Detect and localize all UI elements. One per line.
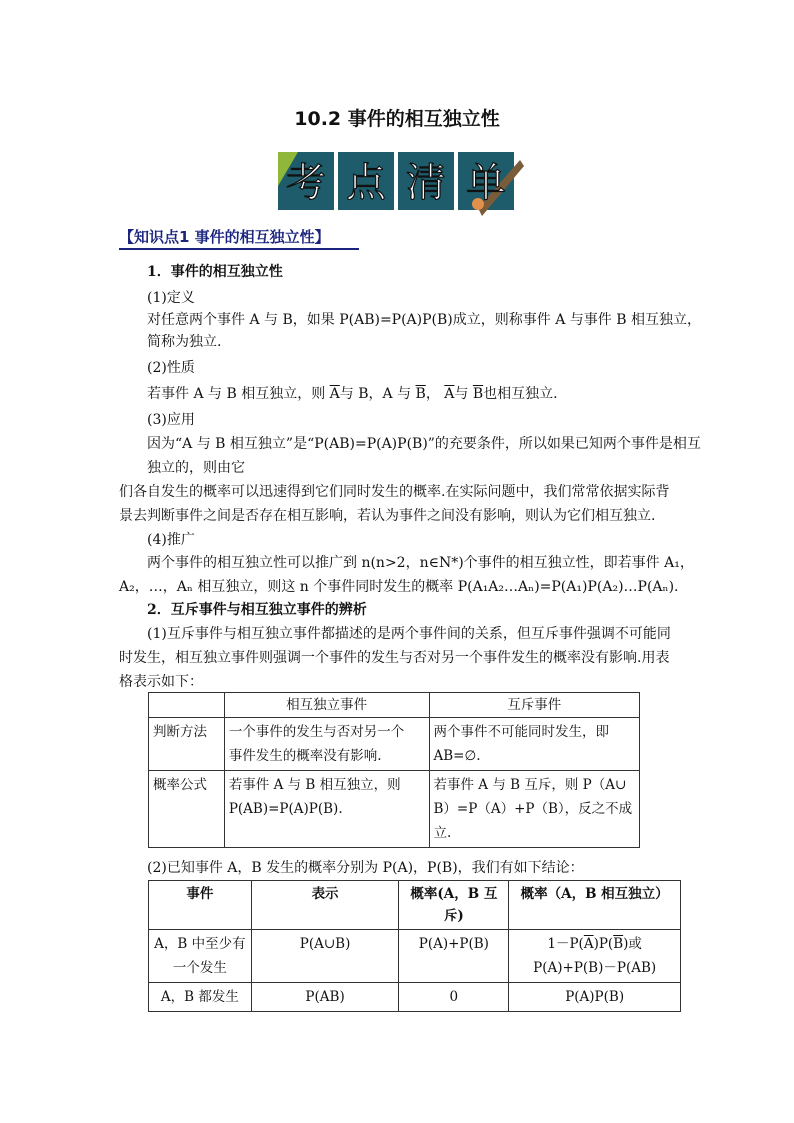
table-cell: P(A)P(B) [509, 983, 681, 1012]
section-banner [272, 146, 524, 216]
table-row [149, 930, 681, 983]
paragraph: 对任意两个事件 A 与 B，如果 P(AB)=P(A)P(B)成立，则称事件 A 与事件 B 相互独立， [147, 312, 701, 328]
table-cell: $1-P(\overline{A})P(\overline{B})$或 P(A)+P(B)－P(AB) [509, 930, 681, 983]
table-cell: 判断方法 [149, 718, 225, 771]
paragraph: 两个事件的相互独立性可以推广到 n(n>2，n∈N*)个事件的相互独立性，即若事件 A₁， [147, 555, 694, 571]
paragraph: 独立的，则由它 [147, 460, 245, 476]
paragraph: 因为“A 与 B 相互独立”是“P(AB)=P(A)P(B)”的充要条件，所以如果已知两个事件是相互 [147, 436, 701, 452]
banner-char: 清 [406, 160, 446, 206]
paragraph: 格表示如下： [119, 674, 203, 690]
page-title: 10.2 事件的相互独立性 [294, 108, 500, 130]
banner-char: 单 [466, 160, 506, 206]
paragraph: A₂，…，Aₙ 相互独立，则这 n 个事件同时发生的概率 P(A₁A₂…Aₙ)=P(A₁)P(A₂)…P(Aₙ). [119, 579, 679, 595]
table-header-row [149, 881, 681, 930]
table-cell: A，B 中至少有 一个发生 [149, 930, 252, 983]
table-cell: 若事件 A 与 B 相互独立，则 P(AB)=P(A)P(B). [224, 771, 429, 848]
paragraph: (1)互斥事件与相互独立事件都描述的是两个事件间的关系，但互斥事件强调不可能同 [147, 626, 671, 642]
paragraph-label: (3)应用 [147, 412, 195, 428]
paragraph: 若事件 A 与 B 相互独立，则 $\overline{A}$与 B，A 与 $\overline{B}$， $\overline{A}$与 $\overline{B}$也相互独立. [147, 386, 558, 402]
paragraph: 们各自发生的概率可以迅速得到它们同时发生的概率.在实际问题中，我们常常依据实际背 [119, 484, 670, 500]
table-header: 表示 [251, 881, 399, 930]
table-row [149, 983, 681, 1012]
banner-char: 点 [346, 160, 386, 206]
paragraph-label: (2)性质 [147, 360, 195, 376]
paragraph: 时发生，相互独立事件则强调一个事件的发生与否对另一个事件发生的概率没有影响.用表 [119, 650, 670, 666]
table-cell: P(A)+P(B) [399, 930, 509, 983]
comparison-table [148, 692, 640, 848]
table-cell: P(AB) [251, 983, 399, 1012]
knowledge-point-heading: 【知识点1 事件的相互独立性】 [119, 228, 330, 246]
table-header: 概率(A，B 互斥) [399, 881, 509, 930]
table-cell: 一个事件的发生与否对另一个 事件发生的概率没有影响. [224, 718, 429, 771]
paragraph-label: (1)定义 [147, 290, 195, 306]
table-cell: 概率公式 [149, 771, 225, 848]
table-cell: 若事件 A 与 B 互斥，则 P（A∪ B）=P（A）+P（B），反之不成 立. [429, 771, 639, 848]
paragraph: 景去判断事件之间是否存在相互影响，若认为事件之间没有影响，则认为它们相互独立. [119, 508, 656, 524]
paragraph: (2)已知事件 A，B 发生的概率分别为 P(A)，P(B)，我们有如下结论： [147, 860, 584, 876]
heading-underline [119, 248, 359, 250]
table-header: 事件 [149, 881, 252, 930]
table-header: 互斥事件 [429, 693, 639, 718]
table-header: 相互独立事件 [224, 693, 429, 718]
section-heading: 2．互斥事件与相互独立事件的辨析 [147, 602, 367, 618]
table-header [149, 693, 225, 718]
table-header: 概率（A，B 相互独立） [509, 881, 681, 930]
banner-char: 考 [286, 160, 326, 206]
table-row [149, 771, 640, 848]
paragraph: 简称为独立. [147, 334, 222, 350]
table-cell: 两个事件不可能同时发生，即 AB=∅. [429, 718, 639, 771]
paragraph-label: (4)推广 [147, 532, 195, 548]
table-row [149, 718, 640, 771]
table-cell: P(A∪B) [251, 930, 399, 983]
table-cell: A，B 都发生 [149, 983, 252, 1012]
section-heading: 1．事件的相互独立性 [147, 264, 283, 280]
probability-table [148, 880, 681, 1012]
table-cell: 0 [399, 983, 509, 1012]
table-header-row [149, 693, 640, 718]
